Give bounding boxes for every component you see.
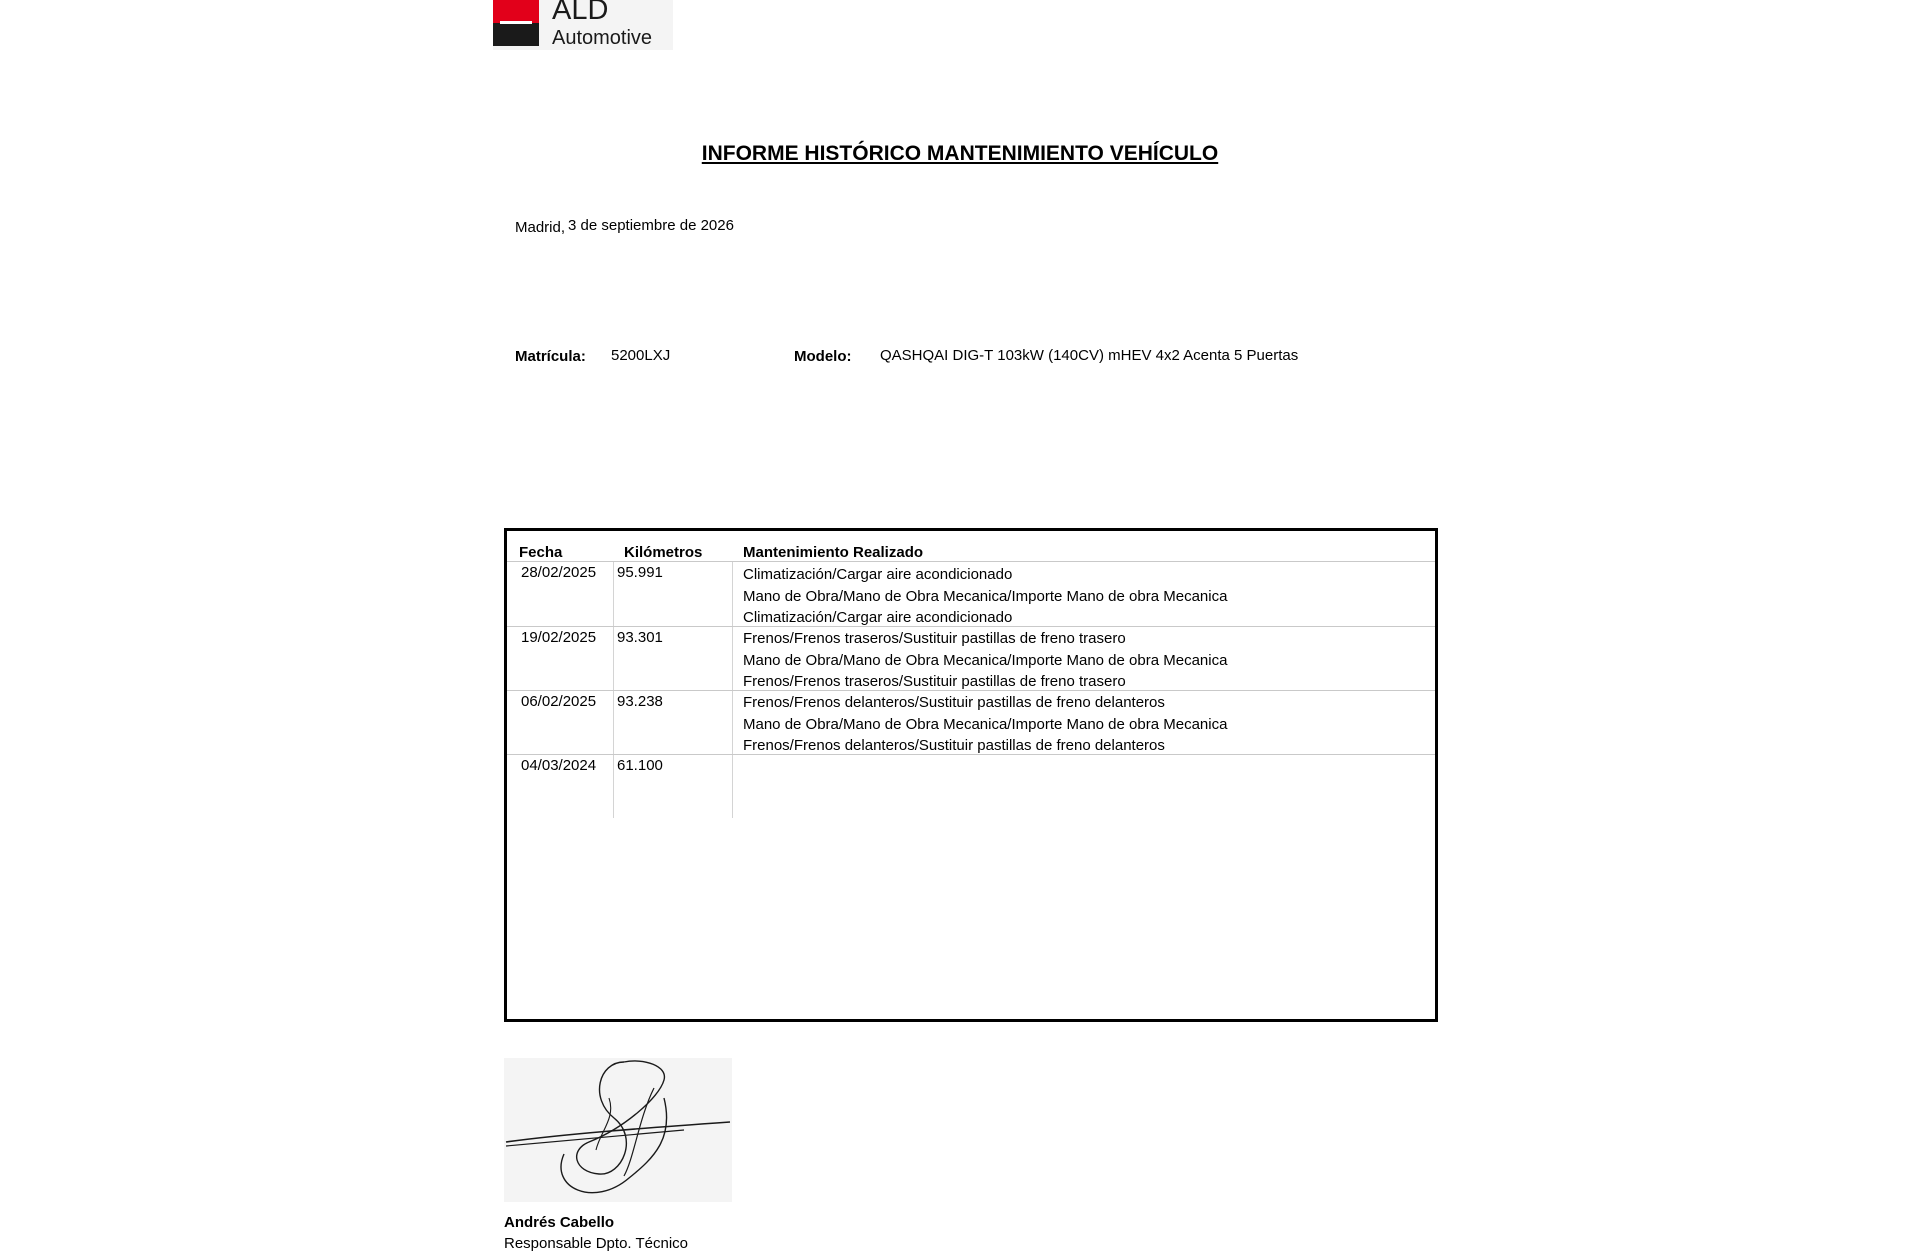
row-item: Frenos/Frenos delanteros/Sustituir pastillas de freno delanteros — [743, 737, 1165, 754]
header-km: Kilómetros — [624, 544, 703, 561]
row-item: Climatización/Cargar aire acondicionado — [743, 566, 1013, 583]
row-item: Frenos/Frenos delanteros/Sustituir pastillas de freno delanteros — [743, 694, 1165, 711]
logo-black-block — [493, 23, 539, 46]
maintenance-table — [504, 528, 1438, 1022]
report-place: Madrid, — [515, 219, 566, 236]
plate-label: Matrícula: — [515, 348, 586, 365]
row-item: Mano de Obra/Mano de Obra Mecanica/Importe Mano de obra Mecanica — [743, 715, 1228, 733]
row-date: 04/03/2024 — [521, 757, 597, 774]
signature-scribble-icon — [504, 1058, 732, 1202]
row-date: 28/02/2025 — [521, 564, 597, 581]
report-title: INFORME HISTÓRICO MANTENIMIENTO VEHÍCULO — [701, 142, 1219, 165]
row-item: Climatización/Cargar aire acondicionado — [743, 609, 1013, 626]
company-logo — [493, 0, 673, 50]
row-km: 61.100 — [617, 757, 663, 774]
model-label: Modelo: — [794, 348, 852, 365]
report-date: 3 de septiembre de 2026 — [568, 217, 734, 234]
row-date: 06/02/2025 — [521, 693, 597, 710]
plate-value: 5200LXJ — [611, 347, 671, 364]
model-value: QASHQAI DIG-T 103kW (140CV) mHEV 4x2 Acenta 5 Puertas — [880, 347, 1299, 364]
logo-text-ald: ALD — [552, 0, 609, 26]
logo-white-bar — [500, 21, 532, 24]
signer-block — [504, 1212, 688, 1254]
row-km: 93.238 — [617, 693, 663, 710]
signer-role: Responsable Dpto. Técnico — [504, 1235, 688, 1252]
signature-image — [504, 1058, 732, 1202]
header-date: Fecha — [519, 544, 563, 561]
row-km: 93.301 — [617, 629, 663, 646]
logo-text-automotive: Automotive — [552, 27, 653, 49]
row-item: Mano de Obra/Mano de Obra Mecanica/Importe Mano de obra Mecanica — [743, 587, 1228, 605]
signer-name: Andrés Cabello — [504, 1214, 615, 1231]
header-maintenance: Mantenimiento Realizado — [743, 544, 924, 561]
row-item: Frenos/Frenos traseros/Sustituir pastillas de freno trasero — [743, 673, 1126, 690]
logo-mark-icon — [493, 0, 539, 46]
row-km: 95.991 — [617, 564, 663, 581]
logo-red-block — [493, 0, 539, 23]
row-item: Mano de Obra/Mano de Obra Mecanica/Importe Mano de obra Mecanica — [743, 651, 1228, 669]
row-date: 19/02/2025 — [521, 629, 597, 646]
row-item: Frenos/Frenos traseros/Sustituir pastillas de freno trasero — [743, 630, 1126, 647]
